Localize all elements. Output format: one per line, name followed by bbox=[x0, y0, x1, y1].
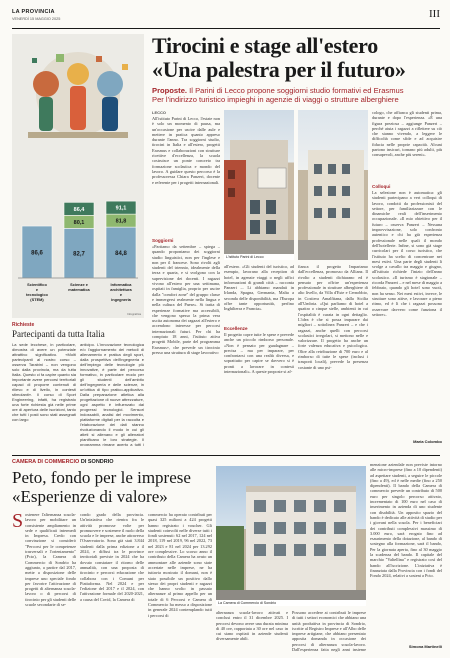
bar-label-2-0: 84,8 bbox=[115, 251, 127, 258]
bar-label-1-0: 82,7 bbox=[73, 251, 85, 258]
main-column-3 bbox=[298, 264, 368, 450]
category-label-0: tecnologico bbox=[26, 292, 48, 297]
infographic-illustration bbox=[12, 34, 144, 174]
masthead bbox=[12, 6, 440, 28]
column-1b-text: «Partiamo da settembre – spiega – quando proponiamo dei soggiorni studio linguistici, non per l'inglese e non per il francese. Sono rivolti agli studenti del triennio, idealmente della terza e quarta, e si svolgono con la supervisione dei docenti. I ragazzi vivono all'estero per una settimana, ospitati in famiglia, proprio per uscire dalla "comfort zone" del gruppo classe e immergersi realmente nella lingua e nella cultura del Paese». Si tratta di esperienze formative ma accessibili, che vengono spesso la prima vera uscita autonoma dei ragazzi all'estero e accendono interesse per percorsi internazionali futuri. Per chi ha compiuto 18 anni, l'istituto attiva progetti Mobile, parte del programma Erasmus+, che prevede un tirocinio presso una struttura di stage lavorativo bbox=[152, 244, 220, 355]
category-label-2: architettura bbox=[110, 287, 132, 292]
issue-date: VENERDÌ 15 MAGGIO 2025 bbox=[12, 17, 61, 21]
kicker-part-2: DI SONDRIO bbox=[80, 459, 114, 465]
bottom-headline-1: Peto, fondo per le imprese bbox=[12, 468, 191, 487]
column-1-text: All'istituto Parini di Lecco, l'estate non è solo un momento di pausa, ma un'occasione per uscire dalle aule e mettere in pratica quanto appreso durante l'anno. Tra soggiorni studio, tirocini in Italia e all'estero, progetti Erasmus e collaborazioni con strutture ricettive d'eccellenza, la scuola costruisce un ponte concreto tra formazione scolastica e mondo del lavoro. A guidare questo percorso è la professoressa Chiara Panzeri, docente e referente per i progetti internazionali. bbox=[152, 116, 220, 185]
photo-parini bbox=[224, 110, 294, 260]
column-2-text: all'estero. «Gli studenti del turistico, ad esempio, lavorano alla reception di hotel, in agenzie viaggi o negli uffici informazioni di grandi città – racconta Panzeri –. Li abbiamo mandati in Irlanda, Spagna, Germania, Malta a seconda delle disponibilità, ma l'Europa offre tante opportunità, perfino Inghilterra e Francia». bbox=[224, 264, 294, 312]
category-label-2: ingegneria bbox=[111, 297, 131, 302]
bottom-column-1-text: ostenere l'alternanza scuola-lavoro per mobilitare un consistente ampliamento in sede e qualificati intermedi in Impresa. Credo con convinzione si considerò "Percorsi per le competenze trasversali e l'orientamento" (Pcto), la Camera di Commercio di Sondrio ha aggiunto, a partire dal 2017, mette a disposizione delle imprese uno speciale fondo per favorire l'attivazione di progetti di alternanza scuola-lavoro o di percorsi di tirocinio per gli studenti delle scuole secondarie di se- bbox=[25, 512, 76, 608]
category-label-2: e bbox=[119, 292, 123, 297]
kicker-part-1: CAMERA DI COMMERCIO bbox=[12, 459, 80, 465]
subhead-eccellenze: Eccellenze bbox=[224, 326, 248, 331]
deck-line-2: Per l'indirizzo turistico impieghi in agenzie di viaggi o strutture alberghiere bbox=[152, 95, 399, 104]
chart-source: Infografica bbox=[126, 312, 141, 316]
deck-lead: Proposte. bbox=[152, 86, 188, 95]
category-label-1: matematica bbox=[68, 287, 90, 292]
column-2b-text: Il progetto copre tutte le spese e prevede anche un piccolo rimborso personale. «Non è pensato per guadagnare – precisa – ma per imparare, per confrontarsi con una realtà diversa, e soprattutto per capire se davvero si è pronti a lavorare in contesti internazionali». A queste proposte si af- bbox=[224, 332, 294, 375]
category-label-2: Informatica bbox=[110, 282, 132, 287]
bottom-signature: Simona Martinelli bbox=[408, 644, 442, 649]
sidebar bbox=[12, 322, 144, 452]
deck-line-1: Il Parini di Lecco propone soggiorni studio formativi ed Erasmus bbox=[189, 86, 404, 95]
bar-label-2-2: 91,1 bbox=[115, 205, 127, 212]
bottom-column-6 bbox=[370, 462, 442, 654]
category-label-0: e bbox=[35, 287, 39, 292]
bottom-column-6-text: menzione aziendale non previste intorno alle micro-imprese (fino a 10 dipendenti) ad aspettare studenti, a seguire le piccole (fino a 49), ed è nelle medie (fino a 250 dipendenti). Il bando della Camera di commercio prevede un contributo di 500 euro per singolo percorso attivato, incrementato di 100 euro nel caso di inserimento in azienda di uno studente con disabilità. Un apposito spazio del bando è dedicato alle attività di studio per i giovani nella scuola. Per i beneficiari dei contributi complessivi massimo di 3.000 euro, sarà erogato fino ad esaurimento della dotazione, al bando di sostegno alla formazione, sarà il bando, Per la giornata aperta, fino al 30 maggio la scadenza del bando. Il capitale del marchio "Valtellina" e registrato così del bando all'iscrizione. L'iniziativa è finanziata dalla Provincia con i fondi del Fondo 2024, relativi a sosteni a Pcto. bbox=[370, 462, 442, 579]
category-label-1: Scienze e bbox=[70, 282, 88, 287]
main-column-2 bbox=[224, 264, 294, 450]
section-rule bbox=[12, 455, 440, 456]
photo-camera-caption: La Camera di Commercio di Sondrio bbox=[216, 600, 366, 606]
photo-parini-caption: L'istituto Parini di Lecco bbox=[224, 254, 294, 260]
photo-parini-extra bbox=[298, 110, 368, 260]
sidebar-kicker: Richieste bbox=[12, 322, 35, 328]
column-3-text: fianca il progetto Impariamo dall'eccellenza, promosso da Allianz. Il rivolto a studenti dichiarano ed è pensato per offrire un'esperienza professionale in strutture alberghiere di alto livello, da Villa d'Este e Cernobbio, in Costiera Amalfitana, dalla Sicilia all'Umbria. «Qui parliamo di hotel a quattro o cinque stelle, ambienti in cui l'ospitalità è curata in ogni dettaglio. L'idea è che si possa imparare dai migliori – sottolinea Panzeri – e che i ragazzi, anche quelli con percorsi scolastici irregolari, si mettono nelle e valorizzare. Il progetto ha anche un forte valenza educativa e psicologica. Oltre alla retribuzione di 700 euro e al rimborso di tutte le spese (inclusi i trasporti locali), prevede la presenza costante di uno psi- bbox=[298, 264, 368, 370]
bar-label-1-2: 86,4 bbox=[73, 206, 85, 213]
column-4b-text: La selezione non è automatica: gli studenti partecipano a veri colloqui di lavoro, condotti da professionisti del settore, per familiarizzare con le dinamiche reali dell'inserimento occupazionale. «Il mio obiettivo per il futuro – osserva Panzeri – Nessuna improvvisazione, solo confronto autentico e chi ha già esperienza professionale nelle quali il mondo dell'hotellerie. Infine, si sono già stage curricolari per il corso turistico, che l'istituto ha scelto di concentrare nei mesi estivi. Una parte degli studenti li svolge a cavallo tra maggio e giugno, all'istituto richiede l'inizio dell'anno scolastico. «Il turismo è stagionale – ricorda Panzeri – e nel mese di maggio a febbraio, quando gli hotel sono vuoti, non ha senso. Nei mesi estivi, invece, le strutture sono attive, e lavorare a pieno ritmo, ed è lì che i ragazzi possono osservare davvero come funziona il settore». bbox=[372, 190, 442, 317]
infographic bbox=[12, 34, 144, 318]
byline: LECCO bbox=[152, 110, 166, 115]
headline-line-1: Tirocini e stage all'estero bbox=[152, 33, 378, 58]
sidebar-column-2: anticipo. L'innovazione tecnologica e/o l'aggiornamento dei metodi di allenamento e pratica degli sport, dalla prospettiva dell'ingegneria e dell'impiego delle tecnologie più innovative, è parte del percorso formativo, in particolare modo per gli studenti dell'ambito dell'ingegneria e delle scienze, in un'ottica di tipo pratico-applicativo. Dalla preparazione atletica alla progettazione di nuove attrezzature, ogni aspetto è influenzato dai progressi tecnologici. Sensori indossabili, analisi del movimento, piattaforme digitali per la raccolta e l'elaborazione dei dati stanno rivoluzionando il modo in cui gli atleti si allenano e gli allenatori pianificano le loro strategie. Il programma rimane aperto a tutti i bbox=[80, 342, 144, 446]
bottom-headline-2: «Esperienze di valore» bbox=[12, 487, 168, 506]
sidebar-headline: Partecipanti da tutta Italia bbox=[12, 329, 105, 339]
paper-name: LA PROVINCIA bbox=[12, 9, 55, 15]
main-headline bbox=[152, 34, 442, 82]
bottom-column-5: Possono accedere ai contributi le imprese di tutti i settori economici che abbiano una unità produttiva in provincia di Sondrio, iscritte al Registro Imprese e all'Albo delle imprese artigiane, che abbiano presentato apposita domanda in occasione dei percorsi di alternanza scuola-lavoro. Dall'esperienza fatta negli anni insieme bbox=[292, 610, 366, 652]
bar-label-1-1: 80,1 bbox=[73, 219, 85, 226]
bottom-column-2: condo grado della provincia. Un'iniziativa che rientra fra le attività promosse volte per promuovere e sostenere il ruolo della scuola e le imprese, anche attraverso l'Osservatorio. Sono già stati 3.844 studenti dalla prima edizione a il 2024, e diffusi tra le province territoriali previste in 2024 che ha dovuto constatare il ritorno delle annualità, con una proposta di tirocinio e percorsi educazione che collabora con i Comuni per Piattaforma. Nel 2024 e per l'edizione del 2017 e il 2024, con l'attivazione formale del 2020-2021, a causa del Covid, la Camera di bbox=[80, 512, 144, 602]
subhead-colloqui: Colloqui bbox=[372, 184, 391, 189]
main-signature: Maria Colombo bbox=[413, 439, 442, 444]
column-4-text: cologo, che affianca gli studenti prima, durante e dopo l'esperienza. «È una figura preziosa – aggiunge Panzeri – perché aiuta i ragazzi a riflettere su ciò che stanno vivendo, a leggere le difficoltà come sfide e ad acquisire fiducia nelle proprie capacità. Alcuni partono insicuri, tornano più adulti, più consapevoli, anche più sereni». bbox=[372, 110, 442, 158]
headline-line-2: «Una palestra per il futuro» bbox=[152, 57, 406, 82]
category-label-0: (STEM) bbox=[30, 297, 44, 302]
bar-chart bbox=[12, 174, 144, 318]
masthead-rule bbox=[12, 28, 440, 29]
bottom-column-1 bbox=[12, 512, 76, 652]
bar-label-0-0: 86,6 bbox=[31, 250, 43, 257]
bar-label-2-1: 81,8 bbox=[115, 218, 127, 225]
category-label-0: Scientifico bbox=[27, 282, 47, 287]
subhead-soggiorni: Soggiorni bbox=[152, 238, 174, 243]
bottom-column-3: commercio ha operato contributi per quasi 325 milioni a 424 progetti hanno registrato i voucher. Gli studenti coinvolti nelle diverse tutti i fondi sostenuti: 62 nel 2017, 124 nel 2018, 119 nel 2019, 96 nel 2022, 73 nel 2023 e 81 nel 2024 per 13.292 ore complessive. Lo scorso anno il contributo della Camera ha avuto un ammontare alle aziende sono state accertate nelle imprese, ne ha tuttavia mostrato il domani, non è stato possibile un positivo dallo stesso dei propri studenti e ragazzi che hanno svolto in passato alternanze al primo appello per un totale di 6 Percorsi e Camera di Commercio ha messo a disposizione in generale 2024 contemplando tutti i percorsi di bbox=[148, 512, 212, 618]
main-deck bbox=[152, 86, 442, 104]
main-column-4 bbox=[372, 110, 442, 450]
photo-camera-commercio bbox=[216, 466, 366, 606]
drop-cap: S bbox=[12, 510, 24, 532]
bottom-kicker bbox=[12, 459, 114, 465]
main-column-1 bbox=[152, 110, 220, 450]
bottom-column-4: alternanza scuola-lavoro attivati e conclusi entro il 31 dicembre 2025. I percorsi devono avere una durata minima di 40 ore, rapportata a 30 ore nel caso in cui siano ospitati in aziende studenti diversamente abili. bbox=[216, 610, 288, 642]
sidebar-column-1: La sede lecchese, in particolare, dimostra di avere un potenziale attrattivo significativo. «Molti partecipanti al nostro corso – osserva Tarabini – non vengono solo dalla provincia, ma da tutta Italia. Questo ci fa capire quanto sia importante avere percorsi territoriali capaci di proporre contenuti di rilievo e di livello, in contesti stimolanti». Il corso di Sport Engineering, infatti, ha registrato una forte richiesta già nelle prime ore di apertura delle iscrizioni, tanto che tutti i posti sono stati assegnati con largo bbox=[12, 342, 76, 422]
page-number: III bbox=[429, 8, 440, 20]
